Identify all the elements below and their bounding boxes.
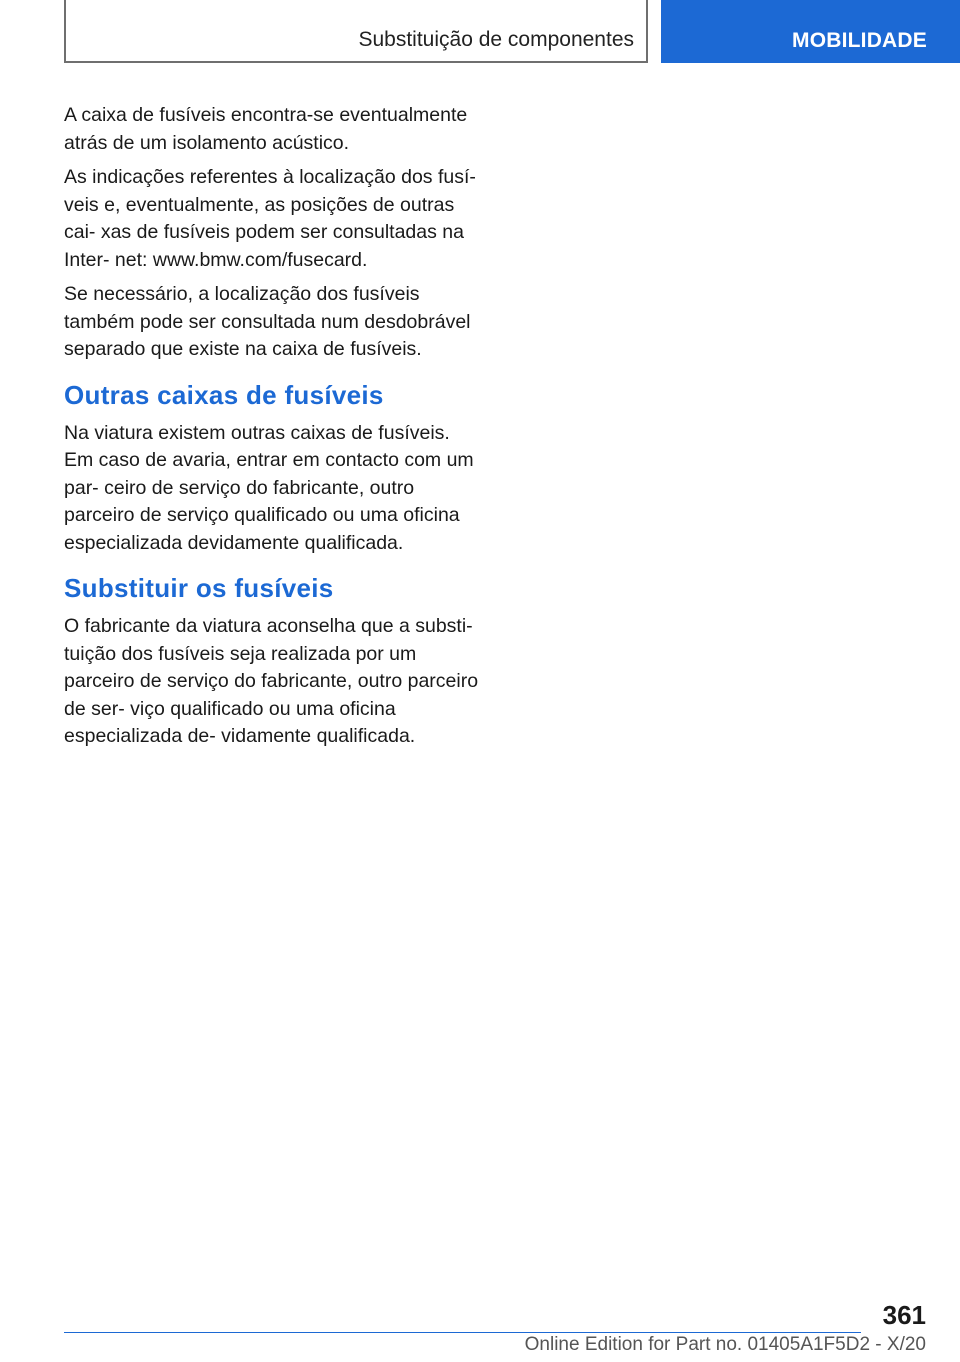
section-title: Substituição de componentes [358, 28, 634, 51]
other-fuse-boxes-text: Na viatura existem outras caixas de fusíveis. Em caso de avaria, entrar em contacto com um par- ceiro de serviço do fabricante, outro parceiro de serviço qualificado ou uma oficina especializada devidamente qualificada. [64, 421, 474, 554]
header-section-box [64, 0, 648, 63]
page-number: 361 [882, 1300, 926, 1330]
footer-divider [64, 1332, 861, 1333]
intro-paragraph-2: As indicações referentes à localização dos fusí- veis e, eventualmente, as posições de outras cai- xas de fusíveis podem ser consultadas na Inter- net: www.bmw.com/fusecard. [64, 166, 476, 271]
page-content [64, 102, 484, 758]
heading-other-fuse-boxes: Outras caixas de fusíveis [64, 379, 384, 410]
chapter-tab-label: MOBILIDADE [792, 29, 927, 52]
intro-paragraph-1: A caixa de fusíveis encontra-se eventualmente atrás de um isolamento acústico. [64, 104, 468, 154]
chapter-tab[interactable] [661, 0, 960, 63]
replace-fuses-text: O fabricante da viatura aconselha que a substi- tuição dos fusíveis seja realizada por um parceiro de serviço do fabricante, outro parceiro de ser- viço qualificado ou uma oficina especializada de- vidamente qualificada. [64, 615, 479, 747]
footer-edition-text: Online Edition for Part no. 01405A1F5D2 - X/20 [524, 1334, 926, 1355]
intro-paragraph-3: Se necessário, a localização dos fusíveis também pode ser consultada num desdobrável separado que existe na caixa de fusíveis. [64, 283, 471, 360]
heading-replace-fuses: Substituir os fusíveis [64, 573, 334, 603]
